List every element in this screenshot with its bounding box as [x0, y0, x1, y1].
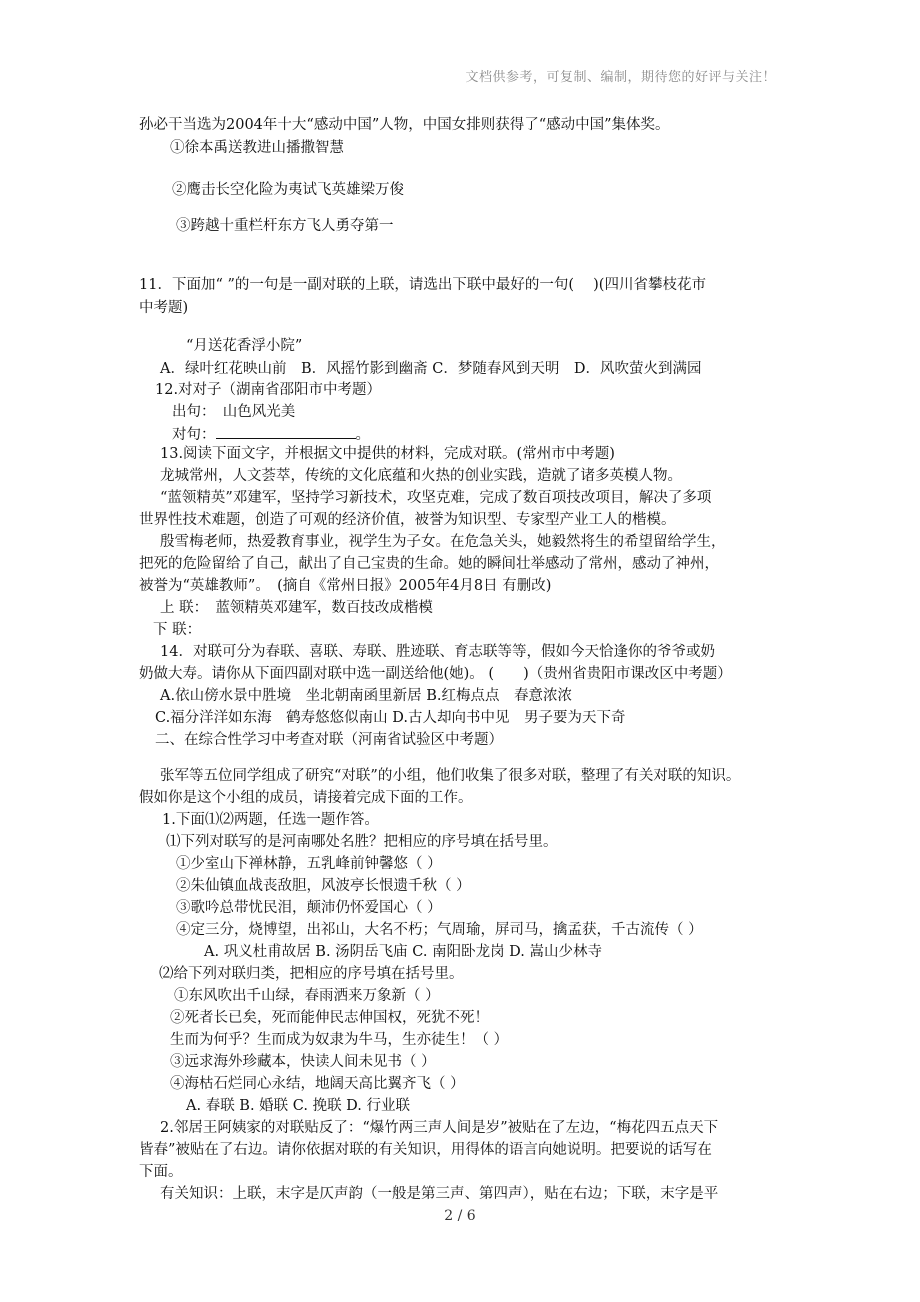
text-line: ①少室山下禅林静，五乳峰前钟馨悠（ ） [176, 856, 442, 872]
text-line: 殷雪梅老师，热爱教育事业，视学生为子女。在危急关头，她毅然将生的希望留给学生， [160, 534, 726, 550]
text-line: ①东风吹出千山绿，春雨洒来万象新（ ） [174, 988, 440, 1004]
text-line: 皆春”被贴在了右边。请你依据对联的有关知识，用得体的语言向她说明。把要说的话写在 [139, 1142, 712, 1158]
text-line: 被誉为“英雄教师”。 (摘自《常州日报》2005年4月8日 有删改) [139, 578, 552, 594]
text-line: 世界性技术难题，创造了可观的经济价值，被誉为知识型、专家型产业工人的楷模。 [139, 512, 676, 528]
page-number: 2 / 6 [444, 1208, 476, 1224]
text-line: ②死者长已矣，死而能伸民志伸国权，死犹不死！ [170, 1010, 489, 1026]
text-line: 把死的危险留给了自己，献出了自己宝贵的生命。她的瞬间壮举感动了常州，感动了神州， [139, 556, 719, 572]
text-line: ②朱仙镇血战丧敌胆，风波亭长恨遗千秋（ ） [176, 878, 471, 894]
text-line: 下 联： [153, 622, 202, 638]
answer-blank[interactable] [216, 424, 356, 439]
text-line: A．绿叶红花映山前 B．风摇竹影到幽斋 C．梦随春风到天明 D．风吹萤火到满园 [160, 361, 702, 377]
text-line: ⑴下列对联写的是河南哪处名胜？把相应的序号填在括号里。 [166, 834, 558, 850]
question-14: 14．对联可分为春联、喜联、寿联、胜迹联、育志联等等，假如今天恰逢你的爷爷或奶 [160, 644, 715, 660]
text-line: ⑵给下列对联归类，把相应的序号填在括号里。 [159, 966, 464, 982]
text-line: 奶做大寿。请你从下面四副对联中选一副送给他(她)。 ( )（贵州省贵阳市课改区中考题） [139, 666, 732, 682]
question-12: 12.对对子（湖南省邵阳市中考题） [155, 382, 382, 398]
text-line: 上 联： 蓝领精英邓建军，数百技改成楷模 [160, 600, 433, 616]
text-line: 张军等五位同学组成了研究“对联”的小组，他们收集了很多对联，整理了有关对联的知识。 [160, 768, 741, 784]
text-line: C.福分洋洋如东海 鹤寿悠悠似南山 D.古人却向书中见 男子要为天下奇 [155, 710, 626, 726]
text-line: A. 春联 B. 婚联 C. 挽联 D. 行业联 [186, 1098, 411, 1114]
answer-label: 对句： [172, 427, 216, 443]
text-line: “月送花香浮小院” [186, 338, 303, 354]
text-line: 龙城常州，人文荟萃，传统的文化底蕴和火热的创业实践，造就了诸多英模人物。 [160, 468, 682, 484]
text-line: 下面。 [139, 1164, 183, 1180]
text-line: “蓝领精英”邓建军，坚持学习新技术，攻坚克难，完成了数百项技改项目，解决了多项 [160, 490, 712, 506]
question-2: 2.邻居王阿姨家的对联贴反了：“爆竹两三声人间是岁”被贴在了左边，“梅花四五点天下 [160, 1120, 719, 1136]
text-line: 有关知识：上联，末字是仄声韵（一般是第三声、第四声），贴在右边；下联，末字是平 [160, 1186, 719, 1202]
text-line: A.依山傍水景中胜境 坐北朝南函里新居 B.红梅点点 春意浓浓 [160, 688, 572, 704]
text-line: ③跨越十重栏杆东方飞人勇夺第一 [176, 218, 394, 234]
text-line: A. 巩义杜甫故居 B. 汤阴岳飞庙 C. 南阳卧龙岗 D. 嵩山少林寺 [204, 944, 603, 960]
text-line: ①徐本禹送教进山播撒智慧 [170, 140, 344, 156]
text-line: 假如你是这个小组的成员，请接着完成下面的工作。 [139, 790, 473, 806]
text-line: ④定三分，烧博望，出祁山，大名不朽；气周瑜，屏司马，擒孟获，千古流传（ ） [176, 922, 703, 938]
header-note: 文档供参考，可复制、编制，期待您的好评与关注！ [465, 70, 776, 85]
question-13: 13.阅读下面文字，并根据文中提供的材料，完成对联。(常州市中考题) [160, 446, 615, 462]
text-line: ②鹰击长空化险为夷试飞英雄梁万俊 [172, 182, 404, 198]
section-heading: 二、在综合性学习中考查对联（河南省试验区中考题） [155, 732, 503, 748]
text-line: ③歌吟总带忧民泪，颠沛仍怀爱国心（ ） [176, 900, 442, 916]
text-line: 出句： 山色风光美 [172, 404, 296, 420]
text-line: 生而为何乎？生而成为奴隶为牛马，生亦徒生！（ ） [170, 1032, 509, 1048]
question-11: 11．下面加“ ”的一句是一副对联的上联，请选出下联中最好的一句( )(四川省攀枝花市 [139, 277, 706, 293]
text-line: 中考题) [139, 300, 189, 316]
text-line: ③远求海外珍藏本，快读人间未见书（ ） [170, 1054, 436, 1070]
text-line: ④海枯石烂同心永结，地阔天高比翼齐飞（ ） [170, 1076, 465, 1092]
text-line: 1.下面⑴⑵两题，任选一题作答。 [162, 812, 379, 828]
answer-line: 对句： 。 [172, 424, 370, 445]
text-line: 孙必干当选为2004年十大“感动中国”人物，中国女排则获得了“感动中国”集体奖。 [139, 117, 670, 133]
